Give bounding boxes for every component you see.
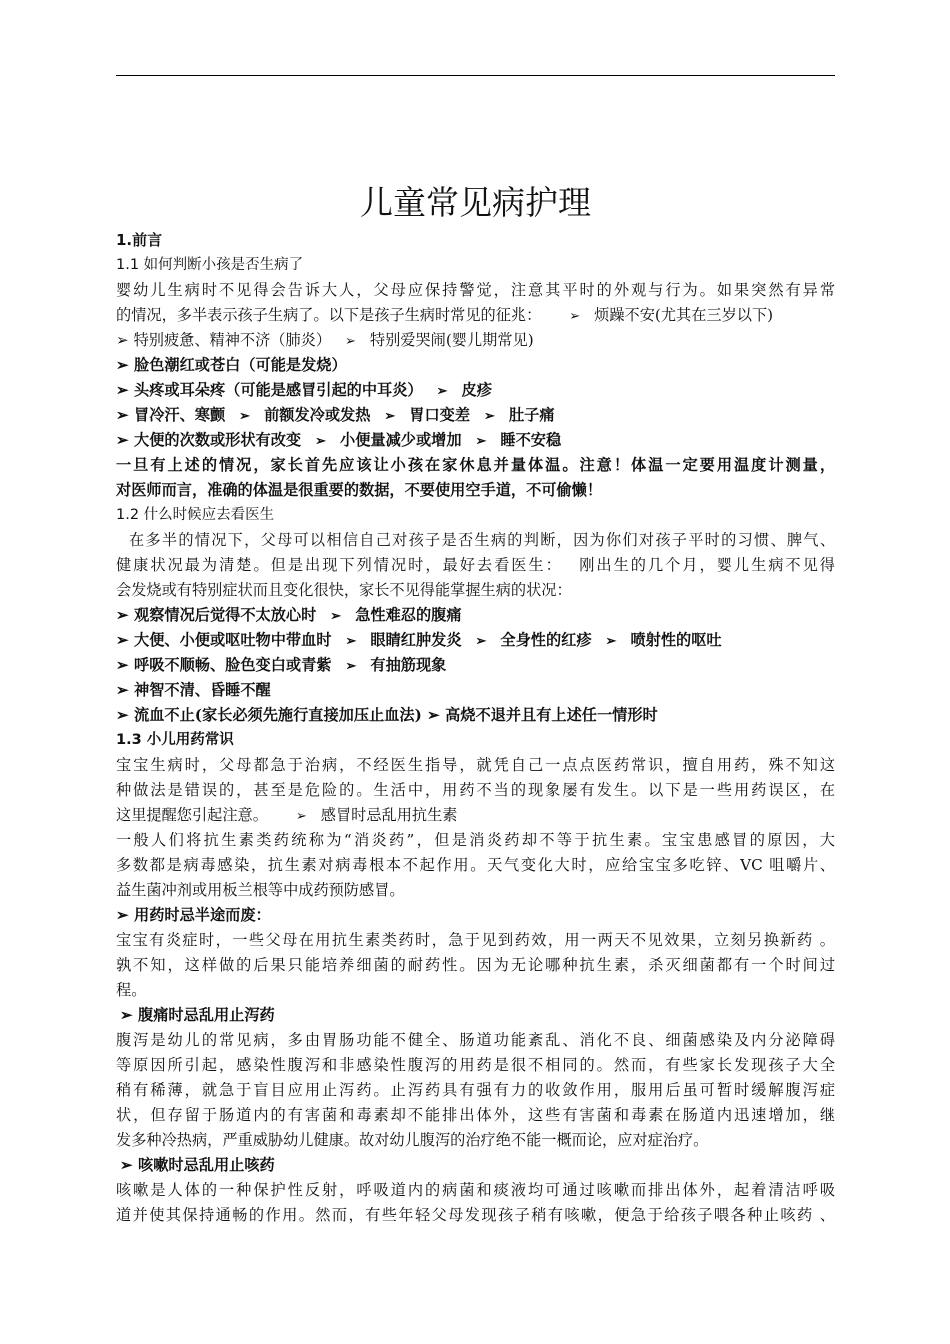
paragraph-line: 等原因所引起，感染性腹泻和非感染性腹泻的用药是很不相同的。然而，有些家长发现孩子大全 xyxy=(116,1056,835,1074)
bullet-arrow-icon: ➢ xyxy=(116,656,129,674)
paragraph-line: 健康状况最为清楚。但是出现下列情况时，最好去看医生： 刚出生的几个月，婴儿生病不见得 xyxy=(116,556,835,574)
symptom-line xyxy=(116,403,835,428)
bullet-arrow-icon: ➢ xyxy=(116,906,129,924)
paragraph-line: 程。 xyxy=(116,981,147,999)
bullet-arrow-icon: ➢ xyxy=(116,631,129,649)
medication-heading xyxy=(116,1003,835,1028)
paragraph-line: 一般人们将抗生素类药统称为“消炎药”，但是消炎药却不等于抗生素。宝宝患感冒的原因，大 xyxy=(116,831,835,849)
condition-item: 急性难忍的腹痛 xyxy=(355,606,462,624)
paragraph-line: 婴幼儿生病时不见得会告诉大人，父母应保持警觉，注意其平时的外观与行为。如果突然有异常 xyxy=(116,281,835,299)
condition-item: 观察情况后觉得不太放心时 xyxy=(134,606,317,624)
document-body xyxy=(116,178,835,1228)
condition-item: 高烧不退并且有上述任一情形时 xyxy=(445,706,658,724)
bullet-arrow-icon: ➢ xyxy=(116,681,129,699)
symptom-item: 大便的次数或形状有改变 xyxy=(134,431,302,449)
paragraph-line: 会发烧或有特别症状而且变化很快，家长不见得能掌握生病的状况： xyxy=(116,581,572,599)
doctor-condition-line xyxy=(116,678,835,703)
doctor-condition-line xyxy=(116,628,835,653)
subsection-heading-1-3: 1.3 小儿用药常识 xyxy=(116,732,234,748)
medication-heading xyxy=(116,903,835,928)
bullet-arrow-icon: ➢ xyxy=(345,659,357,674)
bullet-arrow-icon: ➢ xyxy=(436,384,448,399)
subsection-heading-1-1: 1.1 如何判断小孩是否生病了 xyxy=(116,257,304,273)
bullet-arrow-icon: ➢ xyxy=(345,334,356,349)
warning-line: 一旦有上述的情况，家长首先应该让小孩在家休息并量体温。注意！体温一定要用温度计测量， xyxy=(116,456,835,474)
bullet-arrow-icon: ➢ xyxy=(484,409,495,424)
bullet-arrow-icon: ➢ xyxy=(239,409,251,424)
condition-item: 大便、小便或呕吐物中带血时 xyxy=(134,631,332,649)
doctor-condition-line xyxy=(116,653,835,678)
bullet-arrow-icon: ➢ xyxy=(330,609,342,624)
paragraph-line: 孰不知，这样做的后果只能培养细菌的耐药性。因为无论哪种抗生素，杀灭细菌都有一个时间过 xyxy=(116,956,835,974)
bullet-arrow-icon: ➢ xyxy=(475,434,487,449)
text-span: 这里提醒您引起注意。 xyxy=(116,806,268,824)
symptom-item: 胃口变差 xyxy=(409,406,471,424)
bullet-arrow-icon: ➢ xyxy=(315,434,326,449)
bullet-arrow-icon: ➢ xyxy=(120,1006,133,1024)
bullet-arrow-icon: ➢ xyxy=(569,309,581,324)
bullet-arrow-icon: ➢ xyxy=(116,431,129,449)
symptom-item: 睡不安稳 xyxy=(500,431,562,449)
condition-item: 喷射性的呕吐 xyxy=(630,631,722,649)
paragraph-line: 在多半的情况下，父母可以相信自己对孩子是否生病的判断，因为你们对孩子平时的习惯、脾气、 xyxy=(129,531,835,549)
paragraph-line: 稍有稀薄，就急于盲目应用止泻药。止泻药具有强有力的收敛作用，服用后虽可暂时缓解腹泻症 xyxy=(116,1081,835,1099)
bullet-arrow-icon: ➢ xyxy=(120,1156,133,1174)
text-span: 感冒时忌乱用抗生素 xyxy=(320,806,458,824)
medication-heading-text: 用药时忌半途而废： xyxy=(134,906,271,924)
text-span: 的情况，多半表示孩子生病了。以下是孩子生病时常见的征兆： xyxy=(116,306,542,324)
condition-item: 眼睛红肿发炎 xyxy=(370,631,462,649)
symptom-line xyxy=(116,328,835,353)
section-heading-intro: 1.前言 xyxy=(116,231,163,249)
bullet-arrow-icon: ➢ xyxy=(384,409,396,424)
symptom-item: 肚子痛 xyxy=(508,406,555,424)
paragraph-line: 种做法是错误的，甚至是危险的。生活中，用药不当的现象屡有发生。以下是一些用药误区，在 xyxy=(116,781,835,799)
symptom-item: 皮疹 xyxy=(461,381,492,399)
paragraph-line: 腹泻是幼儿的常见病，多由胃肠功能不健全、肠道功能紊乱、消化不良、细菌感染及内分泌障碍 xyxy=(116,1031,835,1049)
symptom-item: 烦躁不安(尤其在三岁以下) xyxy=(594,306,774,324)
medication-heading xyxy=(116,1153,835,1178)
paragraph-line: 状，但存留于肠道内的有害菌和毒素却不能排出体外，这些有害菌和毒素在肠道内迅速增加，继 xyxy=(116,1106,835,1124)
condition-item: 全身性的红疹 xyxy=(500,631,592,649)
condition-item: 呼吸不顺畅、脸色变白或青紫 xyxy=(134,656,332,674)
symptom-item: 头疼或耳朵疼（可能是感冒引起的中耳炎） xyxy=(134,381,423,399)
bullet-arrow-icon: ➢ xyxy=(116,356,129,374)
paragraph-line: 多数都是病毒感染，抗生素对病毒根本不起作用。天气变化大时，应给宝宝多吃锌、VC 咀嚼片、 xyxy=(116,856,835,874)
bullet-arrow-icon: ➢ xyxy=(605,634,617,649)
paragraph-line xyxy=(116,803,835,828)
subsection-heading-1-2: 1.2 什么时候应去看医生 xyxy=(116,507,275,523)
paragraph-line: 宝宝生病时，父母都急于治病，不经医生指导，就凭自己一点点医药常识，擅自用药，殊不知这 xyxy=(116,756,835,774)
symptom-line xyxy=(116,378,835,403)
header-rule xyxy=(116,75,835,76)
paragraph-line: 道并使其保持通畅的作用。然而，有些年轻父母发现孩子稍有咳嗽，便急于给孩子喂各种止咳药 、 xyxy=(116,1206,835,1224)
doctor-condition-line xyxy=(116,603,835,628)
doctor-condition-line xyxy=(116,703,835,728)
bullet-arrow-icon: ➢ xyxy=(116,706,129,724)
bullet-arrow-icon: ➢ xyxy=(116,331,129,349)
symptom-line xyxy=(116,353,835,378)
paragraph-line: 益生菌冲剂或用板兰根等中成药预防感冒。 xyxy=(116,881,405,899)
paragraph-line: 咳嗽是人体的一种保护性反射，呼吸道内的病菌和痰液均可通过咳嗽而排出体外，起着清洁呼吸 xyxy=(116,1181,835,1199)
warning-line: 对医师而言，准确的体温是很重要的数据，不要使用空手道，不可偷懒！ xyxy=(116,481,602,499)
condition-item: 有抽筋现象 xyxy=(370,656,447,674)
symptom-item: 脸色潮红或苍白（可能是发烧） xyxy=(134,356,347,374)
medication-heading-text: 腹痛时忌乱用止泻药 xyxy=(138,1006,275,1024)
bullet-arrow-icon: ➢ xyxy=(345,634,357,649)
paragraph-line: 宝宝有炎症时，一些父母在用抗生素类药时，急于见到药效，用一两天不见效果，立刻另换新药 。 xyxy=(116,931,835,949)
bullet-arrow-icon: ➢ xyxy=(295,809,307,824)
symptom-item: 小便量减少或增加 xyxy=(340,431,462,449)
symptom-line xyxy=(116,428,835,453)
bullet-arrow-icon: ➢ xyxy=(475,634,487,649)
symptom-item: 特别爱哭闹(婴儿期常见) xyxy=(369,331,534,349)
symptom-item: 前额发冷或发热 xyxy=(264,406,371,424)
condition-item: 神智不清、昏睡不醒 xyxy=(134,681,271,699)
bullet-arrow-icon: ➢ xyxy=(116,381,129,399)
condition-item: 流血不止(家长必须先施行直接加压止血法) xyxy=(134,706,422,724)
bullet-arrow-icon: ➢ xyxy=(427,706,440,724)
symptom-item: 冒冷汗、寒颤 xyxy=(134,406,226,424)
bullet-arrow-icon: ➢ xyxy=(116,406,129,424)
medication-heading-text: 咳嗽时忌乱用止咳药 xyxy=(138,1156,275,1174)
symptom-item: 特别疲惫、精神不济（肺炎） xyxy=(133,331,331,349)
paragraph-line: 发多种冷热病，严重威胁幼儿健康。故对幼儿腹泻的治疗绝不能一概而论，应对症治疗。 xyxy=(116,1131,709,1149)
paragraph-line xyxy=(116,303,835,328)
page-title: 儿童常见病护理 xyxy=(360,183,591,222)
bullet-arrow-icon: ➢ xyxy=(116,606,129,624)
